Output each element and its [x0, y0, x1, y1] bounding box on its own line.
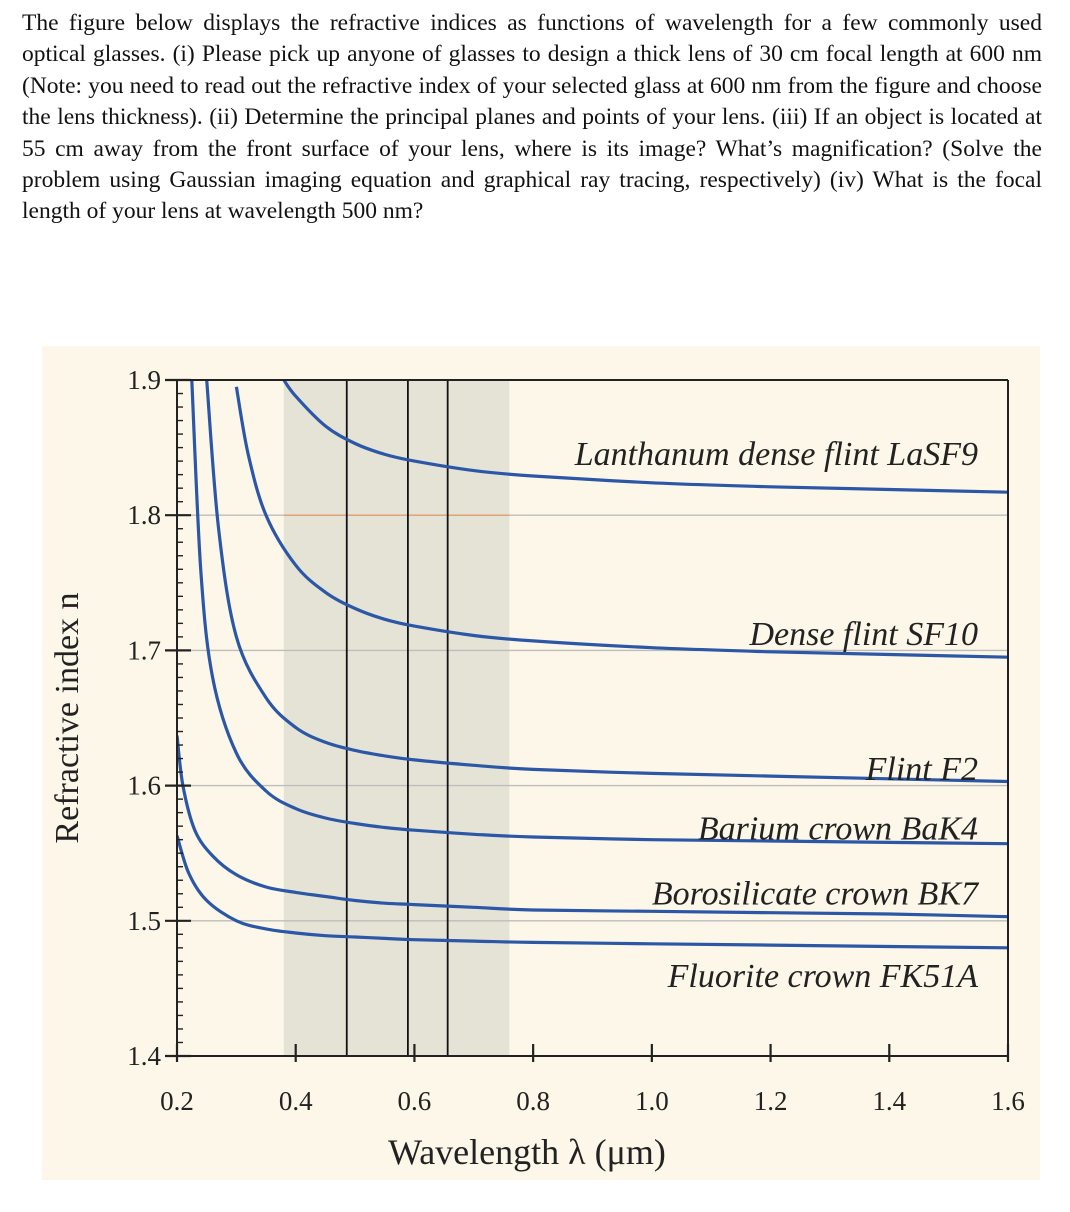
y-tick-label-1.4: 1.4	[127, 1041, 161, 1071]
problem-statement: The figure below displays the refractive indices as functions of wavelength for a few commonly used optical glasses. (i) Please pick up anyone of glasses to design a thick lens of 30 cm focal length at 600 nm (Note: you need to read out the refractive index of your selected glass at 600 nm from the figure and choose the lens thickness). (ii) Determine the principal planes and points of your lens. (iii) If an object is located at 55 cm away from the front surface of your lens, where is its image? What’s magnification? (Solve the problem using Gaussian imaging equation and graphical ray tracing, respectively) (iv) What is the focal length of your lens at wavelength 500 nm?	[22, 10, 1042, 225]
x-tick-label-1.0: 1.0	[634, 1086, 669, 1116]
series-label-2: Flint F2	[865, 751, 978, 789]
visible-band-layer	[284, 380, 510, 1056]
x-tick-label-0.8: 0.8	[516, 1086, 551, 1116]
x-tick-label-1.6: 1.6	[991, 1086, 1025, 1116]
y-axis-title: Refractive index n	[49, 592, 86, 844]
chart-svg	[42, 346, 1040, 1180]
y-tick-label-1.8: 1.8	[127, 500, 161, 531]
x-axis-title: Wavelength λ (μm)	[388, 1132, 666, 1172]
series-label-4: Borosilicate crown BK7	[651, 875, 978, 913]
series-label-3: Barium crown BaK4	[697, 810, 978, 848]
series-label-0: Lanthanum dense flint LaSF9	[574, 436, 978, 474]
y-tick-label-1.9: 1.9	[127, 365, 161, 395]
y-tick-label-1.5: 1.5	[127, 905, 161, 936]
visible-band	[284, 380, 510, 1056]
x-tick-label-1.2: 1.2	[753, 1086, 788, 1116]
y-tick-label-1.6: 1.6	[127, 770, 161, 801]
series-label-1: Dense flint SF10	[749, 615, 978, 653]
x-tick-label-0.6: 0.6	[397, 1086, 432, 1116]
x-tick-label-0.2: 0.2	[160, 1086, 194, 1116]
refractive-index-chart	[42, 346, 1040, 1180]
series-label-5: Fluorite crown FK51A	[667, 957, 978, 995]
x-tick-label-1.4: 1.4	[872, 1086, 907, 1116]
x-tick-label-0.4: 0.4	[278, 1086, 313, 1116]
y-tick-label-1.7: 1.7	[127, 635, 161, 666]
